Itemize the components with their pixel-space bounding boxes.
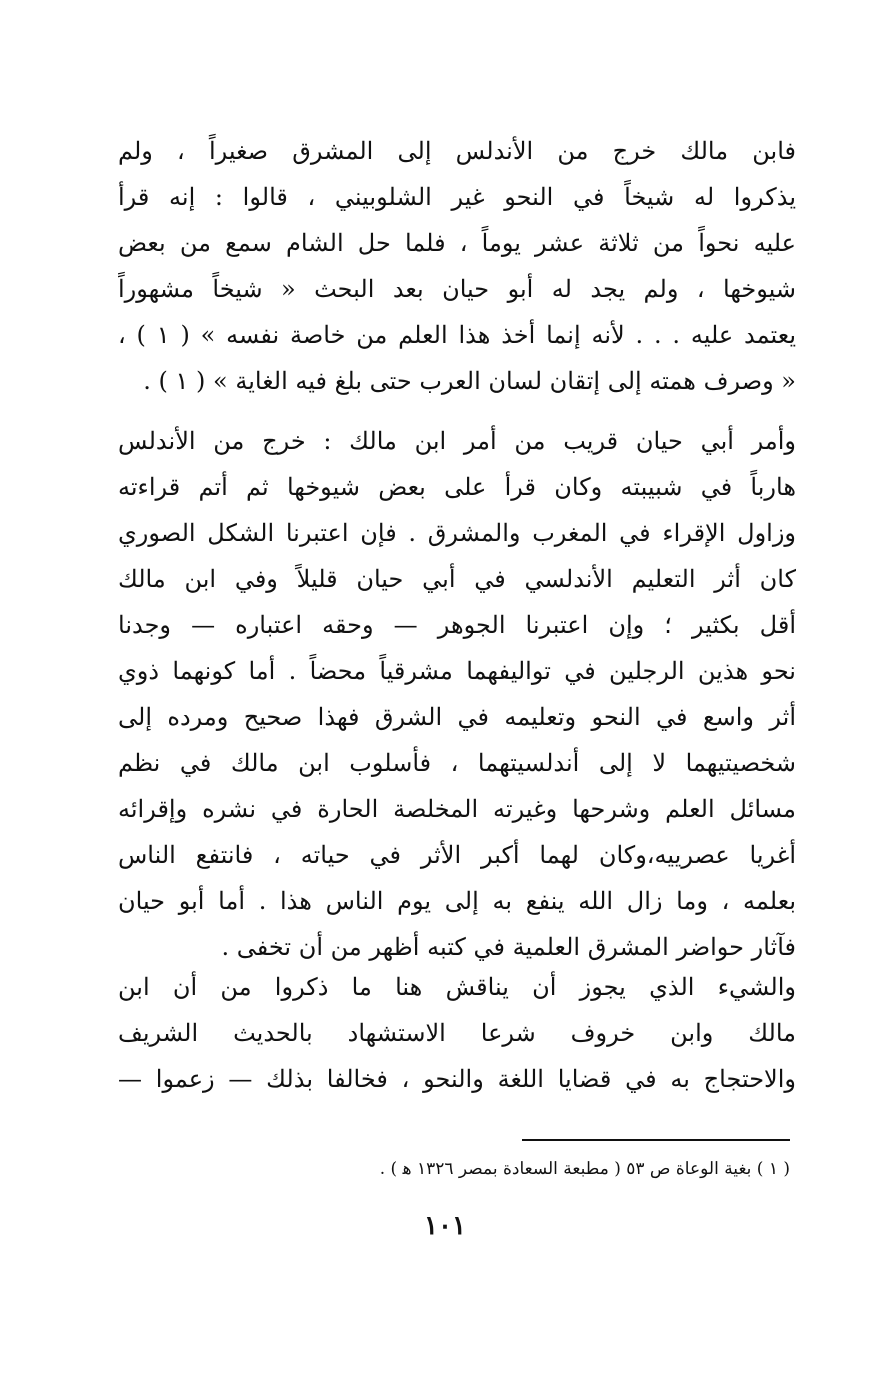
text-line: نحو هذين الرجلين في تواليفهما مشرقياً محضاً . أما كونهما ذوي [118,657,796,685]
text-line: والاحتجاج به في قضايا اللغة والنحو ، فخالفا بذلك — زعموا — [118,1065,796,1093]
text-line: بعلمه ، وما زال الله ينفع به إلى يوم الناس هذا . أما أبو حيان [118,887,796,915]
footnote: ( ١ ) بغية الوعاة ص ٥٣ ( مطبعة السعادة بمصر ١٣٢٦ ﻫ ) . [379,1159,790,1179]
text-line: وأمر أبي حيان قريب من أمر ابن مالك : خرج من الأندلس [118,427,796,455]
text-line: هارباً في شبيبته وكان قرأ على بعض شيوخها ثم أتم قراءته [118,473,796,501]
text-line: « وصرف همته إلى إتقان لسان العرب حتى بلغ فيه الغاية » ( ١ ) . [143,367,796,395]
text-line: شخصيتيهما لا إلى أندلسيتهما ، فأسلوب ابن مالك في نظم [118,749,796,777]
text-line: مالك وابن خروف شرعا الاستشهاد بالحديث الشريف [118,1019,796,1047]
text-line: يذكروا له شيخاً في النحو غير الشلوبيني ، قالوا : إنه قرأ [118,183,796,211]
paragraph-2 [118,418,796,970]
paragraph-1 [118,128,796,404]
page-number: ١٠١ [424,1211,466,1241]
text-line: فابن مالك خرج من الأندلس إلى المشرق صغيراً ، ولم [118,137,796,165]
footnote-divider [522,1139,790,1141]
text-line: أقل بكثير ؛ وإن اعتبرنا الجوهر — وحقه اعتباره — وجدنا [118,611,796,639]
text-line: أثر واسع في النحو وتعليمه في الشرق فهذا صحيح ومرده إلى [118,703,796,731]
text-line: فآثار حواضر المشرق العلمية في كتبه أظهر من أن تخفى . [221,933,796,961]
text-line: مسائل العلم وشرحها وغيرته المخلصة الحارة في نشره وإقرائه [118,795,796,823]
text-line: كان أثر التعليم الأندلسي في أبي حيان قليلاً وفي ابن مالك [118,565,796,593]
text-line: يعتمد عليه . . . لأنه إنما أخذ هذا العلم من خاصة نفسه » ( ١ ) ، [118,321,796,349]
text-line: عليه نحواً من ثلاثة عشر يوماً ، فلما حل الشام سمع من بعض [118,229,796,257]
text-line: شيوخها ، ولم يجد له أبو حيان بعد البحث « شيخاً مشهوراً [118,275,796,303]
paragraph-3 [118,964,796,1102]
text-line: والشيء الذي يجوز أن يناقش هنا ما ذكروا من أن ابن [118,973,796,1001]
text-line: أغريا عصرييه،وكان لهما أكبر الأثر في حياته ، فانتفع الناس [118,841,796,869]
text-line: وزاول الإقراء في المغرب والمشرق . فإن اعتبرنا الشكل الصوري [118,519,796,547]
